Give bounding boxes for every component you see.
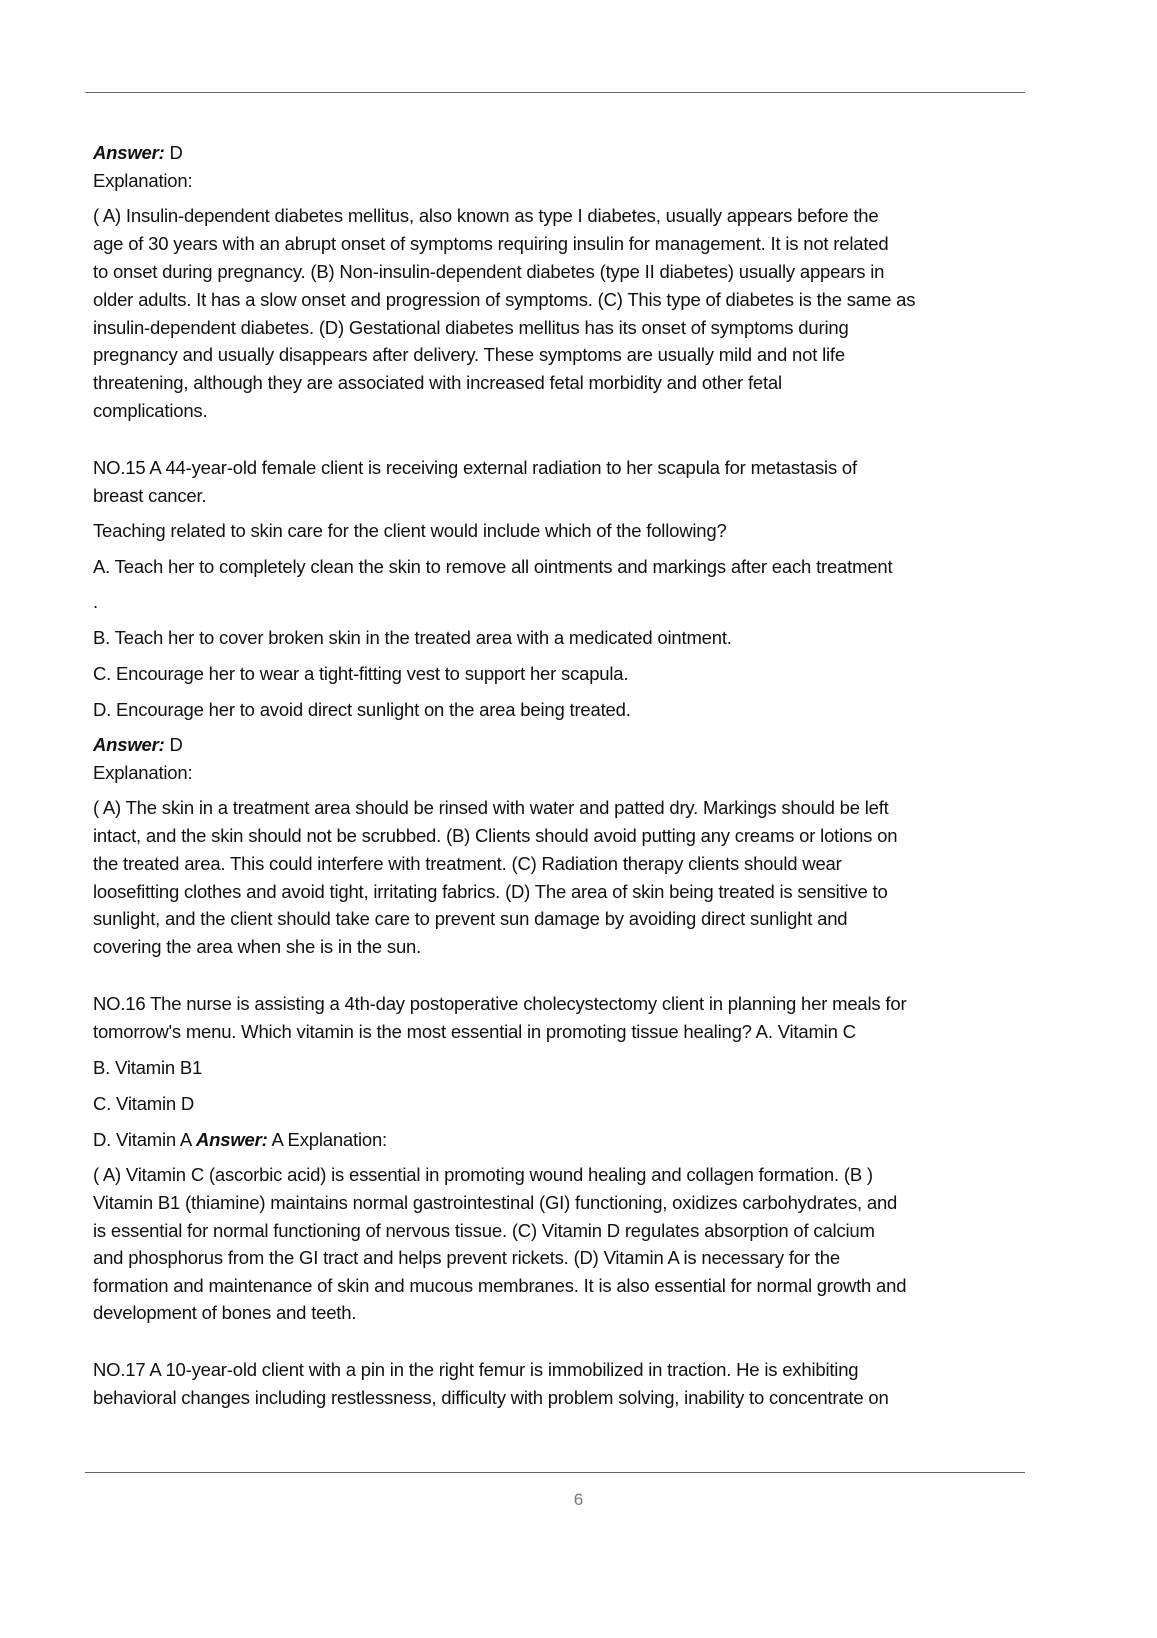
- explanation-line: ( A) Insulin-dependent diabetes mellitus, also known as type I diabetes, usually appears before the: [93, 205, 879, 226]
- explanation-line: insulin-dependent diabetes. (D) Gestational diabetes mellitus has its onset of symptoms during: [93, 317, 849, 338]
- answer-label: Answer:: [195, 1129, 268, 1150]
- explanation-line: complications.: [93, 400, 208, 421]
- answer-label: Answer:: [93, 734, 165, 755]
- explanation-line: development of bones and teeth.: [93, 1302, 357, 1323]
- q16-option-c: C. Vitamin D: [93, 1093, 195, 1114]
- answer-value: D: [164, 142, 183, 163]
- q15-answer: [93, 733, 183, 757]
- q15-prompt: Teaching related to skin care for the client would include which of the following?: [93, 520, 727, 541]
- explanation-line: ( A) The skin in a treatment area should be rinsed with water and patted dry. Markings should be left: [93, 797, 889, 818]
- q15-option-a-continuation: .: [93, 591, 98, 612]
- explanation-line: ( A) Vitamin C (ascorbic acid) is essential in promoting wound healing and collagen formation. (B ): [93, 1164, 873, 1185]
- q15-explanation-label: Explanation:: [93, 762, 193, 783]
- explanation-line: and phosphorus from the GI tract and helps prevent rickets. (D) Vitamin A is necessary for the: [93, 1247, 840, 1268]
- explanation-line: sunlight, and the client should take care to prevent sun damage by avoiding direct sunlight and: [93, 908, 848, 929]
- q16-question-line: tomorrow's menu. Which vitamin is the most essential in promoting tissue healing? A. Vitamin C: [93, 1021, 856, 1042]
- explanation-line: older adults. It has a slow onset and progression of symptoms. (C) This type of diabetes is the same as: [93, 289, 916, 310]
- q15-option-d: D. Encourage her to avoid direct sunlight on the area being treated.: [93, 699, 631, 720]
- explanation-line: age of 30 years with an abrupt onset of symptoms requiring insulin for management. It is not related: [93, 233, 889, 254]
- page-number: 6: [573, 1490, 584, 1509]
- explanation-line: loosefitting clothes and avoid tight, irritating fabrics. (D) The area of skin being treated is sensitive to: [93, 881, 888, 902]
- explanation-line: pregnancy and usually disappears after delivery. These symptoms are usually mild and not life: [93, 344, 845, 365]
- q16-option-d: D. Vitamin A: [93, 1129, 196, 1150]
- answer-value: D: [164, 734, 183, 755]
- q16-option-d-answer: [93, 1128, 387, 1152]
- explanation-line: covering the area when she is in the sun.: [93, 936, 422, 957]
- q17-question-line: behavioral changes including restlessness, difficulty with problem solving, inability to concentrate on: [93, 1387, 889, 1408]
- explanation-line: is essential for normal functioning of nervous tissue. (C) Vitamin D regulates absorption of calcium: [93, 1220, 875, 1241]
- explanation-line: to onset during pregnancy. (B) Non-insulin-dependent diabetes (type II diabetes) usually appears in: [93, 261, 885, 282]
- q15-question-line: breast cancer.: [93, 485, 207, 506]
- explanation-line: the treated area. This could interfere with treatment. (C) Radiation therapy clients should wear: [93, 853, 842, 874]
- footer-rule: [85, 1472, 1025, 1473]
- q15-option-a: A. Teach her to completely clean the skin to remove all ointments and markings after each treatment: [93, 556, 893, 577]
- q17-question-line: NO.17 A 10-year-old client with a pin in the right femur is immobilized in traction. He is exhibiting: [93, 1359, 859, 1380]
- explanation-line: intact, and the skin should not be scrubbed. (B) Clients should avoid putting any creams or lotions on: [93, 825, 898, 846]
- q16-question-line: NO.16 The nurse is assisting a 4th-day postoperative cholecystectomy client in planning her meals for: [93, 993, 907, 1014]
- q14-answer: [93, 141, 183, 165]
- explanation-line: formation and maintenance of skin and mucous membranes. It is also essential for normal growth and: [93, 1275, 907, 1296]
- explanation-line: threatening, although they are associated with increased fetal morbidity and other fetal: [93, 372, 782, 393]
- q15-option-c: C. Encourage her to wear a tight-fitting vest to support her scapula.: [93, 663, 629, 684]
- explanation-line: Vitamin B1 (thiamine) maintains normal gastrointestinal (GI) functioning, oxidizes carbohydrates, and: [93, 1192, 898, 1213]
- header-rule: [85, 92, 1025, 93]
- q16-option-b: B. Vitamin B1: [93, 1057, 203, 1078]
- q15-option-b: B. Teach her to cover broken skin in the treated area with a medicated ointment.: [93, 627, 732, 648]
- answer-value: A Explanation:: [267, 1129, 387, 1150]
- answer-label: Answer:: [93, 142, 165, 163]
- q14-explanation-label: Explanation:: [93, 170, 193, 191]
- q15-question-line: NO.15 A 44-year-old female client is receiving external radiation to her scapula for metastasis of: [93, 457, 857, 478]
